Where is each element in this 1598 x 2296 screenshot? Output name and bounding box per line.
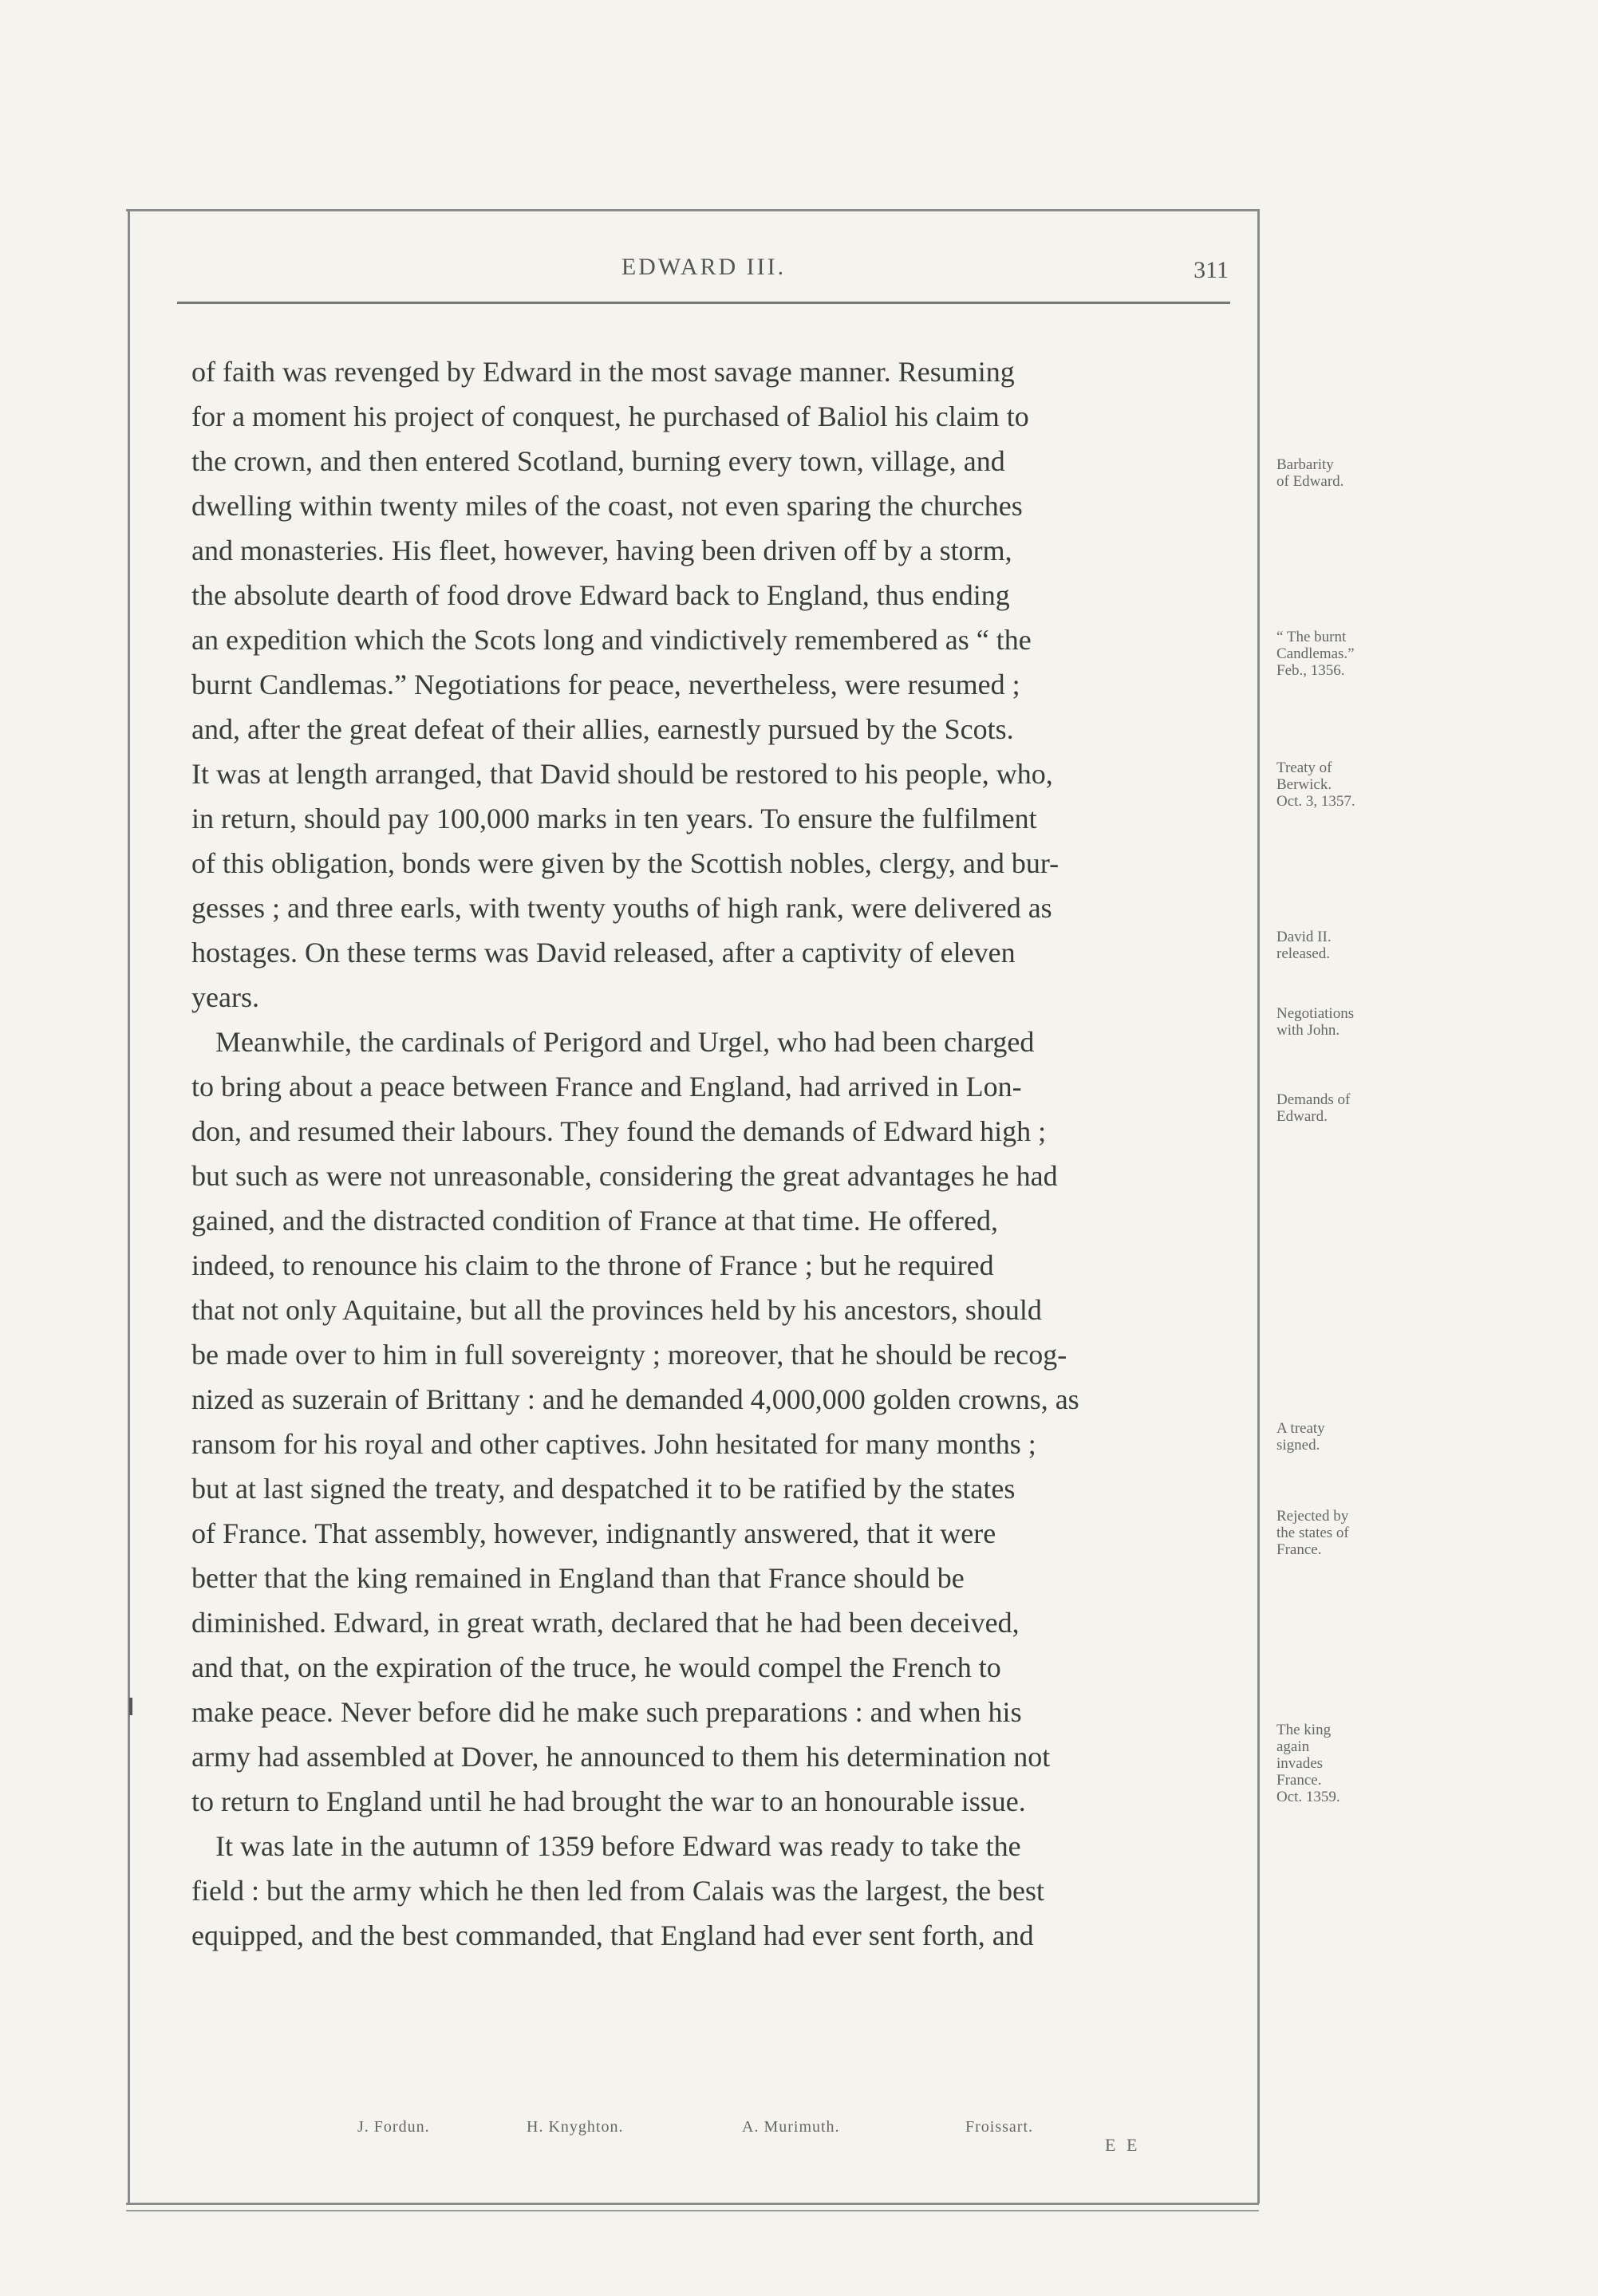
- printer-signature: E E: [1105, 2135, 1141, 2155]
- margin-note-burnt-candlemas: [1276, 629, 1416, 679]
- margin-note-line: Rejected by: [1276, 1508, 1349, 1525]
- margin-note-king-invades-france: [1276, 1722, 1416, 1805]
- text-line: nized as suzerain of Brittany : and he demanded 4,000,000 golden crowns, as: [191, 1383, 1079, 1415]
- text-line: to return to England until he had brought the war to an honourable issue.: [191, 1785, 1026, 1817]
- margin-note-line: Feb., 1356.: [1276, 662, 1345, 679]
- text-line: don, and resumed their labours. They found the demands of Edward high ;: [191, 1115, 1047, 1147]
- text-line: hostages. On these terms was David released, after a captivity of eleven: [191, 937, 1016, 969]
- text-line: for a moment his project of conquest, he purchased of Baliol his claim to: [191, 400, 1029, 432]
- body-text: [191, 349, 1229, 1958]
- text-line: and, after the great defeat of their allies, earnestly pursued by the Scots.: [191, 713, 1014, 745]
- text-line: indeed, to renounce his claim to the throne of France ; but he required: [191, 1249, 994, 1281]
- margin-note-demands-of-edward: [1276, 1091, 1416, 1125]
- page-frame-top-rule: [126, 209, 1259, 211]
- margin-note-line: released.: [1276, 945, 1330, 962]
- text-line: the crown, and then entered Scotland, burning every town, village, and: [191, 445, 1005, 477]
- text-line: army had assembled at Dover, he announced to them his determination not: [191, 1741, 1051, 1773]
- text-line: to bring about a peace between France and England, had arrived in Lon-: [191, 1071, 1022, 1103]
- margin-note-barbarity: [1276, 456, 1416, 490]
- text-line: gesses ; and three earls, with twenty youths of high rank, were delivered as: [191, 892, 1052, 924]
- text-line: of France. That assembly, however, indignantly answered, that it were: [191, 1517, 996, 1549]
- margin-note-line: Oct. 1359.: [1276, 1789, 1340, 1805]
- text-line: an expedition which the Scots long and vindictively remembered as “ the: [191, 624, 1032, 656]
- text-line: dwelling within twenty miles of the coast, not even sparing the churches: [191, 490, 1023, 522]
- text-line: but at last signed the treaty, and despatched it to be ratified by the states: [191, 1473, 1016, 1505]
- margin-note-line: of Edward.: [1276, 473, 1344, 490]
- printer-mark: [129, 1698, 132, 1715]
- margin-note-line: the states of: [1276, 1525, 1349, 1541]
- footer-source-knyghton: H. Knyghton.: [527, 2118, 624, 2136]
- margin-note-line: Demands of: [1276, 1091, 1351, 1108]
- paragraph-first-line: Meanwhile, the cardinals of Perigord and Urgel, who had been charged: [215, 1026, 1035, 1058]
- page-frame-bottom-double-rule: [126, 2210, 1259, 2211]
- text-line: burnt Candlemas.” Negotiations for peace, nevertheless, were resumed ;: [191, 669, 1020, 700]
- margin-note-line: Edward.: [1276, 1108, 1328, 1125]
- text-line: field : but the army which he then led from Calais was the largest, the best: [191, 1875, 1045, 1907]
- page-frame-bottom-rule: [126, 2203, 1259, 2205]
- margin-note-treaty-of-berwick: [1276, 759, 1416, 810]
- text-line: that not only Aquitaine, but all the provinces held by his ancestors, should: [191, 1294, 1042, 1326]
- margin-note-line: “ The burnt: [1276, 629, 1347, 645]
- margin-note-line: signed.: [1276, 1437, 1320, 1454]
- footer-source-fordun: J. Fordun.: [357, 2118, 430, 2136]
- margin-note-line: Candlemas.”: [1276, 645, 1355, 662]
- margin-note-line: invades: [1276, 1755, 1324, 1772]
- footer-source-froissart: Froissart.: [965, 2118, 1033, 2136]
- page-number: 311: [1194, 257, 1229, 283]
- margin-note-line: with John.: [1276, 1022, 1340, 1039]
- margin-note-line: Treaty of: [1276, 759, 1332, 776]
- margin-note-rejected-by-states: [1276, 1508, 1416, 1558]
- text-line: years.: [191, 981, 259, 1013]
- margin-note-line: France.: [1276, 1772, 1322, 1789]
- margin-note-line: A treaty: [1276, 1420, 1325, 1437]
- margin-note-line: France.: [1276, 1541, 1322, 1558]
- running-head: EDWARD III.: [621, 254, 787, 280]
- margin-note-negotiations-with-john: [1276, 1005, 1416, 1039]
- margin-note-line: The king: [1276, 1722, 1332, 1738]
- paragraph-first-line: It was late in the autumn of 1359 before Edward was ready to take the: [215, 1830, 1021, 1862]
- text-line: of faith was revenged by Edward in the most savage manner. Resuming: [191, 356, 1015, 388]
- text-line: of this obligation, bonds were given by the Scottish nobles, clergy, and bur-: [191, 847, 1059, 879]
- header-rule: [177, 302, 1230, 304]
- text-line: diminished. Edward, in great wrath, declared that he had been deceived,: [191, 1607, 1020, 1639]
- page-frame-left-rule: [128, 209, 130, 2203]
- margin-note-line: Berwick.: [1276, 776, 1332, 793]
- text-line: ransom for his royal and other captives. John hesitated for many months ;: [191, 1428, 1036, 1460]
- text-line: and monasteries. His fleet, however, having been driven off by a storm,: [191, 535, 1012, 566]
- text-line: in return, should pay 100,000 marks in ten years. To ensure the fulfilment: [191, 803, 1037, 834]
- margin-note-line: Negotiations: [1276, 1005, 1355, 1022]
- text-line: better that the king remained in England than that France should be: [191, 1562, 965, 1594]
- margin-note-david-released: [1276, 929, 1416, 962]
- text-line: but such as were not unreasonable, considering the great advantages he had: [191, 1160, 1058, 1192]
- text-line: and that, on the expiration of the truce, he would compel the French to: [191, 1651, 1001, 1683]
- text-line: the absolute dearth of food drove Edward back to England, thus ending: [191, 579, 1010, 611]
- margin-note-line: Oct. 3, 1357.: [1276, 793, 1355, 810]
- text-line: be made over to him in full sovereignty ; moreover, that he should be recog-: [191, 1339, 1067, 1371]
- text-line: It was at length arranged, that David should be restored to his people, who,: [191, 758, 1053, 790]
- margin-note-line: Barbarity: [1276, 456, 1334, 473]
- text-line: make peace. Never before did he make such preparations : and when his: [191, 1696, 1022, 1728]
- margin-note-treaty-signed: [1276, 1420, 1416, 1454]
- page-frame-right-rule: [1257, 209, 1260, 2203]
- margin-note-line: again: [1276, 1738, 1310, 1755]
- margin-note-line: David II.: [1276, 929, 1332, 945]
- footer-source-murimuth: A. Murimuth.: [742, 2118, 840, 2136]
- text-line: gained, and the distracted condition of France at that time. He offered,: [191, 1205, 998, 1237]
- text-line: equipped, and the best commanded, that England had ever sent forth, and: [191, 1919, 1034, 1951]
